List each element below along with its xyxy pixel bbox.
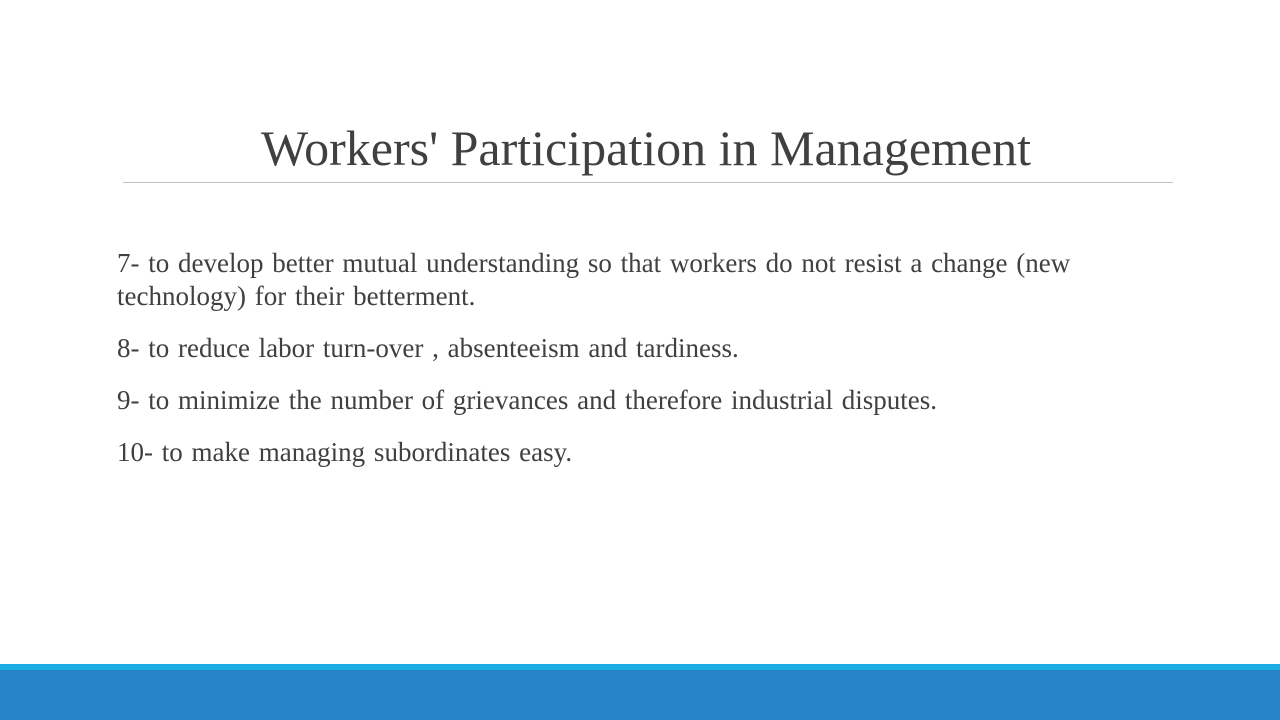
point-9: 9- to minimize the number of grievances and therefore industrial disputes.	[117, 385, 938, 415]
slide-title: Workers' Participation in Management	[260, 120, 1032, 176]
point-10: 10- to make managing subordinates easy.	[117, 437, 573, 467]
slide-body	[117, 247, 1177, 488]
point-8: 8- to reduce labor turn-over , absenteeism and tardiness.	[117, 333, 739, 363]
footer-band	[0, 670, 1280, 720]
title-divider	[123, 182, 1173, 183]
point-7: 7- to develop better mutual understanding so that workers do not resist a change (new technology) for their betterment.	[117, 248, 1071, 311]
